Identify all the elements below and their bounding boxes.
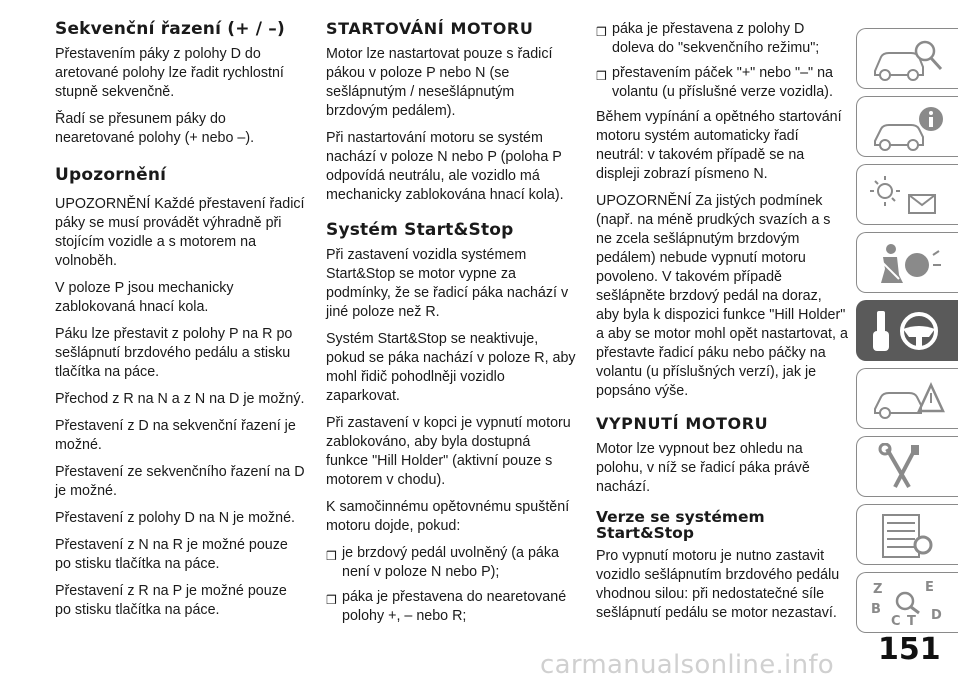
- paragraph: Páku lze přestavit z polohy P na R po sešlápnutí brzdového pedálu a stisku tlačítka na páce.: [55, 326, 293, 380]
- paragraph: Přechod z R na N a z N na D je možný.: [55, 391, 305, 407]
- paragraph: K samočinnému opětovnému spuštění motoru dojde, pokud:: [326, 499, 570, 534]
- warning-lights-icon: [869, 171, 949, 221]
- subsection-heading: Verze se systémem Start&Stop: [596, 508, 765, 542]
- svg-text:T: T: [907, 614, 916, 629]
- tab-airbag[interactable]: [856, 232, 958, 293]
- tab-warning-lights[interactable]: [856, 164, 958, 225]
- tab-maintenance[interactable]: [856, 436, 958, 497]
- specs-list-icon: [869, 511, 949, 561]
- list-item: ❒ páka je přestavena z polohy D doleva do "sekvenčního režimu";: [596, 21, 820, 56]
- column-3: [596, 20, 848, 631]
- checkbox-bullet-icon: ❒: [326, 593, 337, 607]
- warning-paragraph: UPOZORNĚNÍ Za jistých podmínek (např. na méně prudkých svazích a s ne zcela sešlápnutým brzdovým pedálem) nebude vypnutí motoru povoleno. V takovém případě sešlápněte brzdový pedál na doraz, aby byla k dispozici funkce "Hill Holder" a aby se motor mohl opět nastartovat, a přestavte řadicí páku nebo páčky na volantu (u příslušných verzí), jak je popsáno výše.: [596, 193, 848, 399]
- index-letters-icon: [869, 579, 949, 629]
- chapter-tabs: [856, 28, 960, 640]
- paragraph: Přestavení z polohy D na N je možné.: [55, 510, 295, 526]
- car-breakdown-icon: [869, 375, 949, 425]
- column-2: [326, 20, 576, 632]
- svg-text:D: D: [931, 608, 942, 623]
- key-steering-icon: [869, 307, 949, 357]
- airbag-icon: [869, 239, 949, 289]
- paragraph: Přestavením páky z polohy D do aretované polohy lze řadit rychlostní stupně sekvenčně.: [55, 46, 284, 100]
- checkbox-bullet-icon: ❒: [326, 549, 337, 563]
- paragraph: Při zastavení v kopci je vypnutí motoru zablokováno, aby byla dostupná funkce "Hill Holder" (aktivní pouze s motorem v chodu).: [326, 415, 571, 488]
- svg-text:Z: Z: [873, 582, 883, 597]
- paragraph: Pro vypnutí motoru je nutno zastavit vozidlo sešlápnutím brzdového pedálu vhodnou silou: při nedostatečné síle sešlápnutí pedálu se motor nezastaví.: [596, 548, 840, 621]
- paragraph: Systém Start&Stop se neaktivuje, pokud se páka nachází v poloze R, aby mohl řidič pohodlněji vozidlo zaparkovat.: [326, 331, 576, 404]
- list-item: ❒ páka je přestavena do nearetované polohy +, – nebo R;: [326, 589, 567, 624]
- checkbox-bullet-icon: ❒: [596, 25, 607, 39]
- car-info-icon: [869, 103, 949, 153]
- warning-heading: Upozornění: [55, 165, 167, 185]
- tab-starting-driving[interactable]: [856, 300, 958, 361]
- subsection-heading: Systém Start&Stop: [326, 220, 514, 240]
- paragraph: Přestavení z R na P je možné pouze po stisku tlačítka na páce.: [55, 583, 287, 618]
- paragraph: Přestavení z D na sekvenční řazení je možné.: [55, 418, 296, 453]
- checkbox-bullet-icon: ❒: [596, 69, 607, 83]
- svg-text:B: B: [871, 602, 881, 617]
- paragraph: Při zastavení vozidla systémem Start&Stop se motor vypne za podmínky, že se řadicí páka nachází v jiné poloze než R.: [326, 247, 569, 320]
- section-heading: Sekvenční řazení (+ / –): [55, 19, 285, 39]
- list-item: ❒ je brzdový pedál uvolněný (a páka není v poloze N nebo P);: [326, 545, 559, 580]
- section-heading: VYPNUTÍ MOTORU: [596, 414, 769, 433]
- page-number: 151: [878, 632, 941, 667]
- car-search-icon: [869, 35, 949, 85]
- list-item: ❒ přestavením páček "+" nebo "–" na volantu (u příslušné verze vozidla).: [596, 65, 833, 100]
- tools-icon: [869, 443, 949, 493]
- tab-emergency[interactable]: [856, 368, 958, 429]
- paragraph: Motor lze vypnout bez ohledu na polohu, v níž se řadicí páka právě nachází.: [596, 441, 810, 495]
- paragraph: Při nastartování motoru se systém nachází v poloze N nebo P (poloha P odpovídá neutrálu, ale vozidlo má mechanicky zablokována hnací kola).: [326, 130, 564, 203]
- column-1: [55, 20, 305, 628]
- paragraph: V poloze P jsou mechanicky zablokovaná hnací kola.: [55, 280, 234, 315]
- paragraph: Přestavení z N na R je možné pouze po stisku tlačítka na páce.: [55, 537, 288, 572]
- paragraph: Přestavení ze sekvenčního řazení na D je možné.: [55, 464, 305, 499]
- watermark: carmanualsonline.info: [540, 650, 835, 680]
- tab-car-search[interactable]: [856, 28, 958, 89]
- tab-index[interactable]: [856, 572, 958, 633]
- tab-specifications[interactable]: [856, 504, 958, 565]
- tab-car-info[interactable]: [856, 96, 958, 157]
- paragraph: Motor lze nastartovat pouze s řadicí pákou v poloze P nebo N (se sešlápnutým / nesešlápnutým brzdovým pedálem).: [326, 46, 553, 119]
- paragraph: Během vypínání a opětného startování motoru systém automaticky řadí neutrál: v takovém případě se na displeji zobrazí písmeno N.: [596, 109, 842, 182]
- warning-paragraph: UPOZORNĚNÍ Každé přestavení řadicí páky se musí provádět výhradně při stojícím vozidle a s motorem na volnoběh.: [55, 196, 305, 269]
- svg-text:E: E: [925, 580, 934, 595]
- paragraph: Řadí se přesunem páky do nearetované polohy (+ nebo –).: [55, 111, 255, 146]
- svg-text:C: C: [891, 614, 901, 629]
- section-heading: STARTOVÁNÍ MOTORU: [326, 19, 534, 38]
